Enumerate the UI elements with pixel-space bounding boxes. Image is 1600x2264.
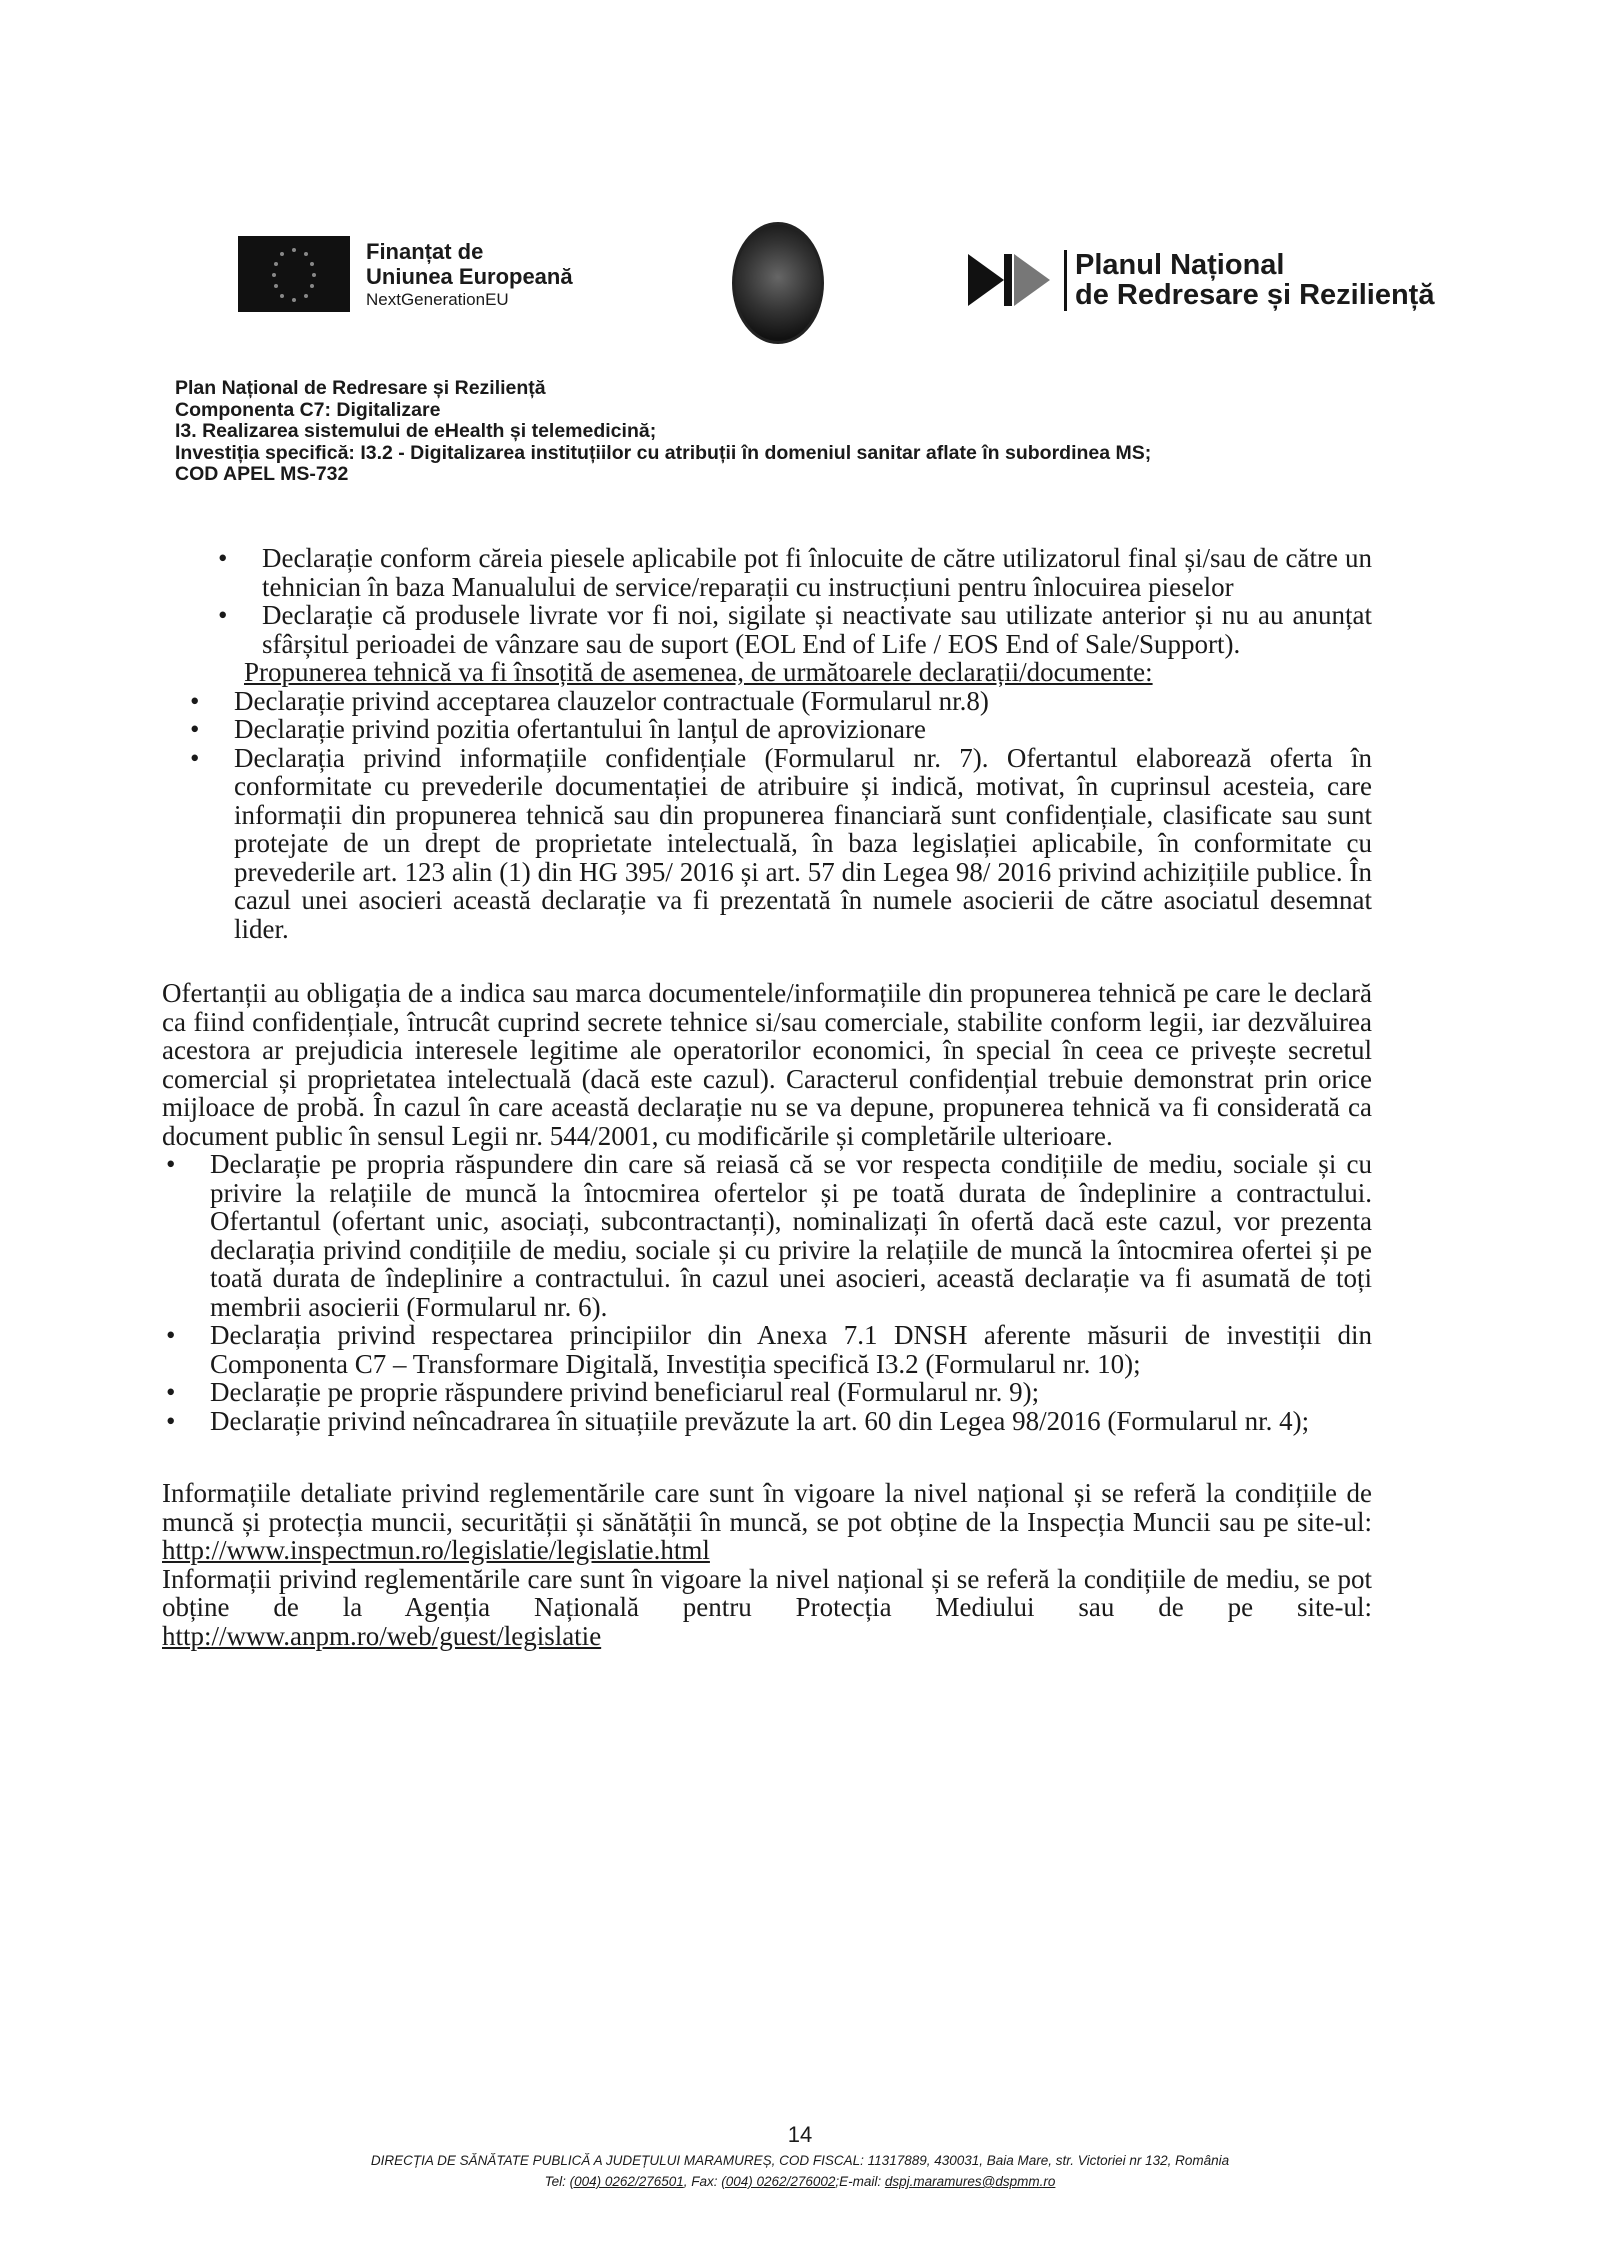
- eu-logo-line1: Finanțat de: [366, 238, 484, 264]
- eu-logo-line3: NextGenerationEU: [366, 289, 509, 309]
- header-line-plan: Plan Național de Redresare și Reziliență: [175, 377, 546, 399]
- declarations-list-2: [162, 687, 1372, 944]
- list-item: • Declarație pe propria răspundere din care să reiasă că se vor respecta condițiile de mediu, sociale și cu privire la relațiile de muncă la întocmirea ofertelor și pe toată durata de îndeplinire a contractului. Ofertantul (ofertant unic, asociați, subcontractanți), nominalizați în ofertă dacă este cazul, vor prezenta declarația privind condițiile de mediu, sociale și cu privire la relațiile de muncă la întocmirea ofertei și pe toată durata de îndeplinire a contractului. în cazul unei asocieri, această declarație va fi asumată de toți membrii asocierii (Formularul nr. 6).: [210, 1150, 1372, 1321]
- environment-info-text: Informații privind reglementările care sunt în vigoare la nivel național și se referă la condițiile de mediu, se pot obține de la Agenția Națională pentru Protecția Mediului sau de pe site-ul:: [162, 1563, 1372, 1622]
- inspectmun-link[interactable]: http://www.inspectmun.ro/legislatie/legislatie.html: [162, 1535, 710, 1565]
- document-header: [175, 378, 1425, 486]
- footer-tel-label: Tel:: [544, 2174, 570, 2189]
- footer-email[interactable]: dspj.maramures@dspmm.ro: [884, 2174, 1056, 2189]
- footer-fax-label: , Fax:: [683, 2174, 722, 2189]
- list-item: • Declarație privind neîncadrarea în situațiile prevăzute la art. 60 din Legea 98/2016 (Formularul nr. 4);: [210, 1407, 1372, 1436]
- document-body: [162, 544, 1372, 1650]
- pnrr-logo: [968, 250, 1434, 311]
- page-footer: [0, 2150, 1600, 2192]
- header-line-component: Componenta C7: Digitalizare: [175, 398, 441, 421]
- labor-info-paragraph: [162, 1479, 1372, 1565]
- confidentiality-paragraph: Ofertanții au obligația de a indica sau marca documentele/informațiile din propunerea tehnică pe care le declară ca fiind confidențiale, întrucât cuprind secrete tehnice si/sau comerciale, stabilite conform legii, iar dezvăluirea acestora ar prejudicia interesele legitime ale operatorilor economici, în special în ceea ce privește secretul comercial și proprietatea intelectuală (dacă este cazul). Caracterul confidențial trebuie demonstrat prin orice mijloace de probă. În cazul în care această declarație nu se va depune, propunerea tehnică va fi considerată ca document public în sensul Legii nr. 544/2001, cu modificările și completările ulterioare.: [162, 978, 1372, 1151]
- list-item: • Declarație privind pozitia ofertantului în lanțul de aprovizionare: [234, 715, 1372, 744]
- list-item: • Declarația privind informațiile confidențiale (Formularul nr. 7). Ofertantul elaborează oferta în conformitate cu prevederile documentației de atribuire și indică, motivat, în cuprinsul acesteia, care informații din propunerea tehnică sau din propunerea financiară sunt confidențiale, clasificate sau sunt protejate de un drept de proprietate intelectuală, în baza legislației aplicabile, în conformitate cu prevederile art. 123 alin (1) din HG 395/ 2016 și art. 57 din Legea 98/ 2016 privind achizițiile publice. În cazul unei asocieri această declarație va fi prezentată în numele asocierii de către asociatul desemnat lider.: [234, 744, 1372, 944]
- header-line-investment: Investiția specifică: I3.2 - Digitalizarea instituțiilor cu atribuții în domeniul sanitar aflate în subordinea MS;: [175, 441, 1152, 464]
- section-subheading: Propunerea tehnică va fi însoțită de asemenea, de următoarele declarații/documente:: [244, 657, 1153, 687]
- header-line-reform: I3. Realizarea sistemului de eHealth și telemedicină;: [175, 420, 657, 443]
- footer-address: DIRECȚIA DE SĂNĂTATE PUBLICĂ A JUDEȚULUI MARAMUREȘ, COD FISCAL: 11317889, 430031, Baia Mare, str. Victoriei nr 132, România: [370, 2153, 1230, 2168]
- list-item: • Declarație conform căreia piesele aplicabile pot fi înlocuite de către utilizatorul final și/sau de către un tehnician în baza Manualului de service/reparații cu instrucțiuni pentru înlocuirea pieselor: [262, 544, 1372, 601]
- declarations-list-3: [162, 1150, 1372, 1435]
- pnrr-arrows-icon: [968, 250, 1054, 310]
- list-item: • Declarație privind acceptarea clauzelor contractuale (Formularul nr.8): [234, 687, 1372, 716]
- footer-tel[interactable]: (004) 0262/276501: [569, 2174, 684, 2189]
- list-item: • Declarație că produsele livrate vor fi noi, sigilate și neactivate sau utilizate anterior și nu au anunțat sfârșitul perioadei de vânzare sau de suport (EOL End of Life / EOS End of Sale/Support).: [262, 601, 1372, 658]
- page-number: 14: [787, 2122, 813, 2147]
- logo-bar: [0, 222, 1600, 352]
- pnrr-logo-line1: Planul Național: [1075, 249, 1285, 281]
- eu-logo-line2: Uniunea Europeană: [366, 264, 573, 290]
- eu-flag-icon: [238, 236, 350, 312]
- anpm-link[interactable]: http://www.anpm.ro/web/guest/legislatie: [162, 1620, 602, 1651]
- header-line-call-code: COD APEL MS-732: [175, 463, 349, 486]
- footer-contacts: [0, 2171, 1600, 2192]
- footer-email-label: ;E-mail:: [835, 2174, 885, 2189]
- declarations-list-1: [162, 544, 1372, 658]
- list-item: • Declarație pe proprie răspundere privind beneficiarul real (Formularul nr. 9);: [210, 1378, 1372, 1407]
- footer-fax: (004) 0262/276002: [721, 2174, 836, 2189]
- romanian-government-crest-icon: [732, 222, 824, 344]
- labor-info-text: Informațiile detaliate privind reglementările care sunt în vigoare la nivel național și se referă la condițiile de muncă și protecția muncii, securității și sănătății în muncă, se pot obține de la Inspecția Muncii sau pe site-ul:: [162, 1478, 1372, 1537]
- environment-info-paragraph: [162, 1565, 1372, 1651]
- eu-funding-logo: [238, 236, 573, 312]
- pnrr-logo-line2: de Redresare și Reziliență: [1075, 279, 1435, 312]
- list-item: • Declarația privind respectarea principiilor din Anexa 7.1 DNSH aferente măsurii de investiții din Componenta C7 – Transformare Digitală, Investiția specifică I3.2 (Formularul nr. 10);: [210, 1321, 1372, 1378]
